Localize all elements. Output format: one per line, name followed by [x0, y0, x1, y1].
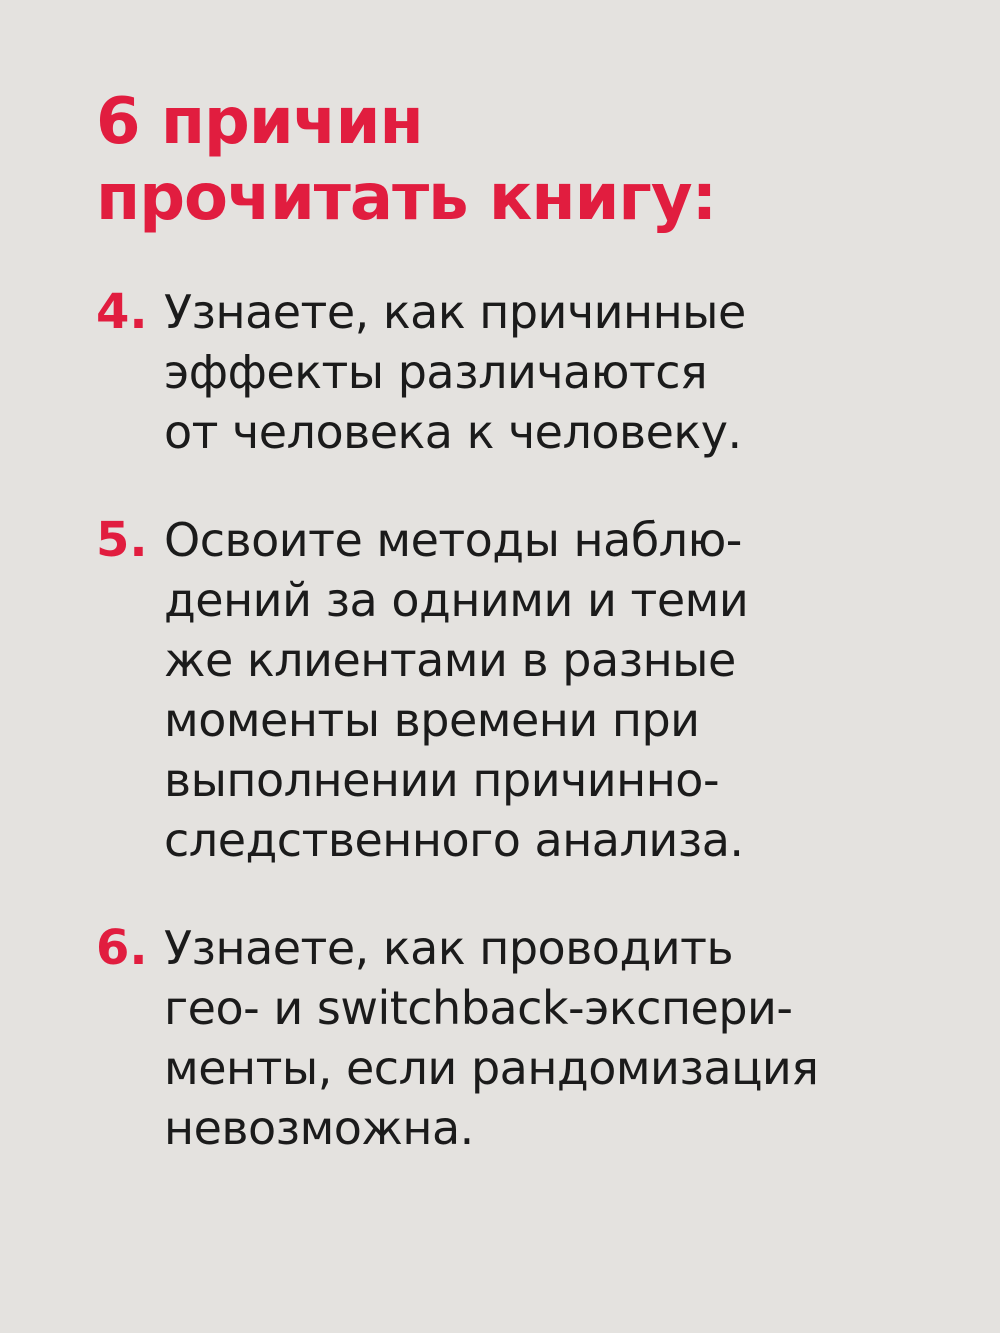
reason-text-line: гео- и switchback-экспери-	[164, 981, 793, 1035]
reason-text-line: эффекты различаются	[164, 345, 708, 399]
page-title	[96, 84, 956, 236]
reason-text	[164, 510, 748, 870]
reason-text	[164, 918, 818, 1158]
reason-text-line: Узнаете, как причинные	[164, 285, 746, 339]
reason-number: 5.	[96, 512, 148, 568]
reason-text-line: следственного анализа.	[164, 813, 744, 867]
reason-text-line: дений за одними и теми	[164, 573, 749, 627]
reason-text-line: невозможна.	[164, 1101, 474, 1155]
reason-number: 4.	[96, 284, 148, 340]
reason-text-line: от человека к человеку.	[164, 405, 742, 459]
page-title-line: прочитать книгу:	[96, 161, 717, 235]
reason-text-line: выполнении причинно-	[164, 753, 720, 807]
reason-text-line: Узнаете, как проводить	[164, 921, 734, 975]
page-title-line: 6 причин	[96, 85, 423, 159]
reason-number: 6.	[96, 920, 148, 976]
reason-text-line: моменты времени при	[164, 693, 700, 747]
reason-text-line: же клиентами в разные	[164, 633, 736, 687]
reason-text-line: Освоите методы наблю-	[164, 513, 742, 567]
reason-text	[164, 282, 746, 462]
reason-text-line: менты, если рандомизация	[164, 1041, 819, 1095]
